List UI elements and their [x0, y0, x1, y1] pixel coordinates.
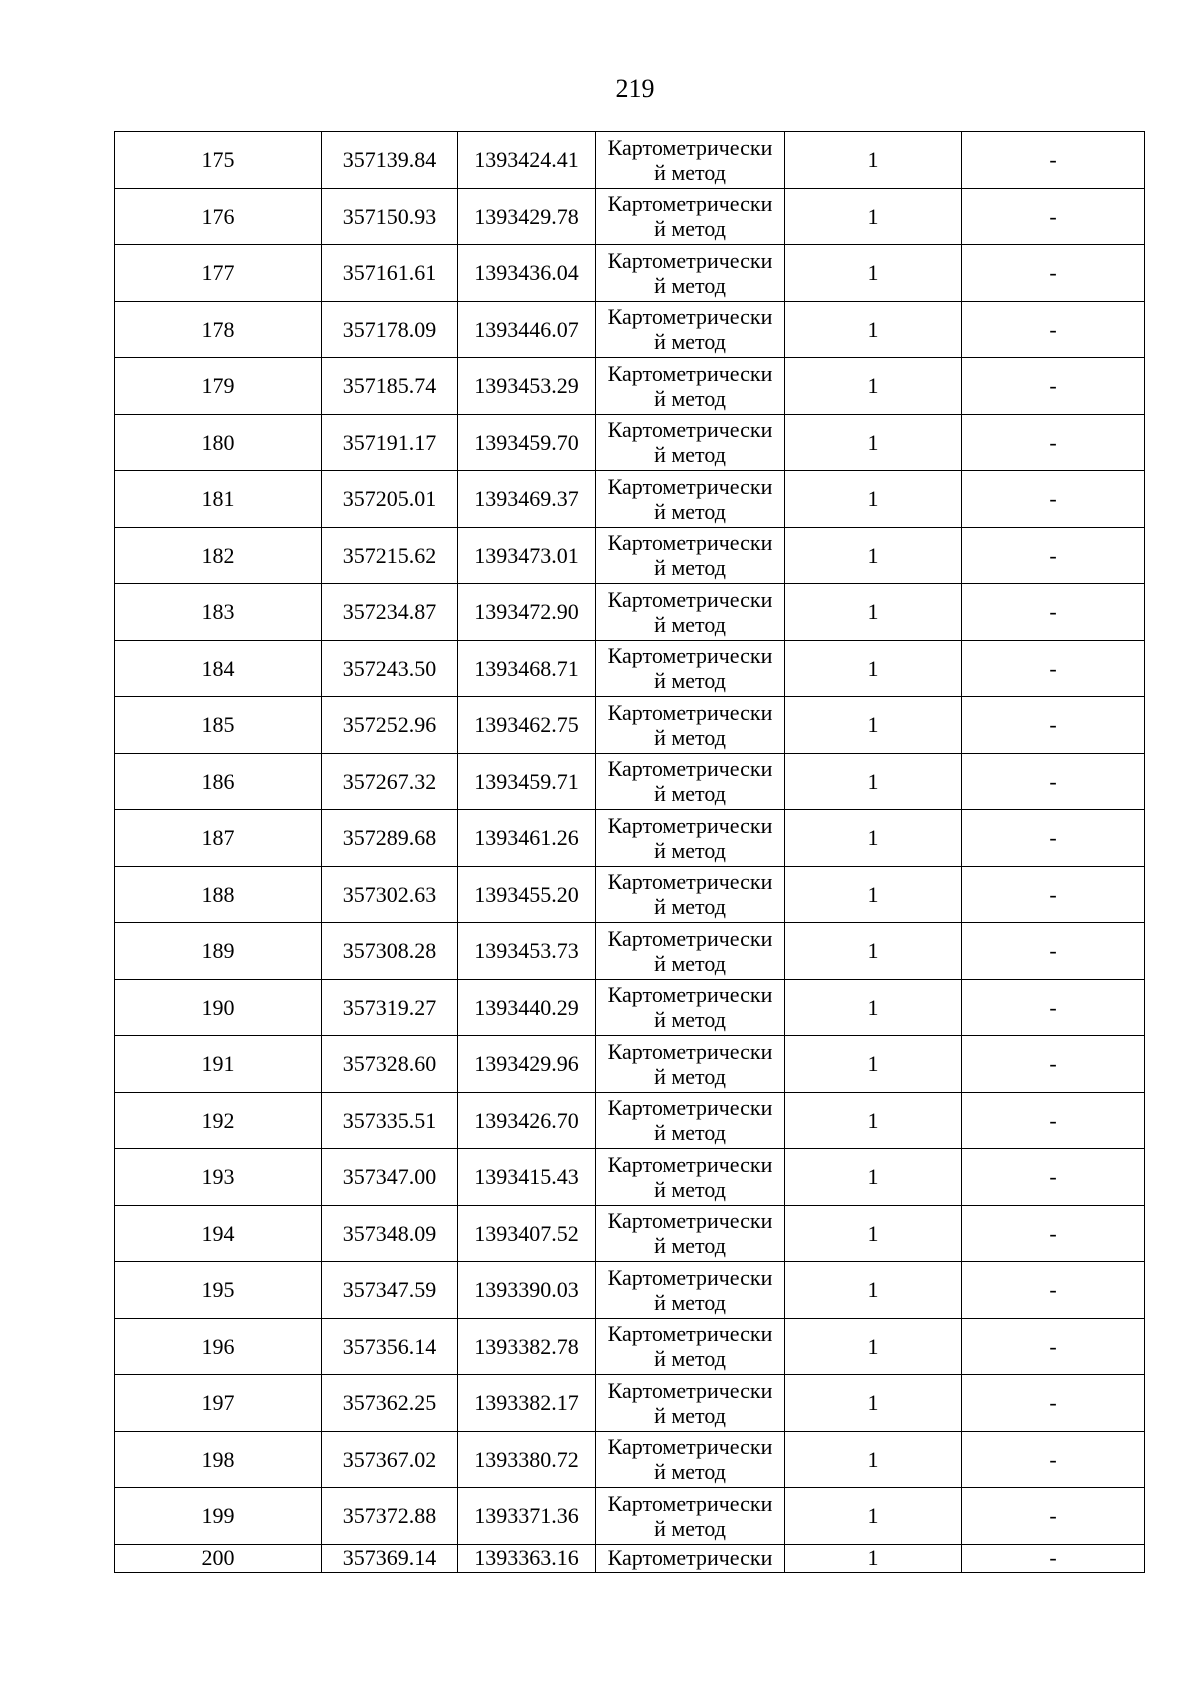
table-row [115, 471, 1145, 528]
note-cell: - [962, 753, 1145, 810]
table-row [115, 527, 1145, 584]
x-coordinate-cell: 357356.14 [322, 1318, 458, 1375]
method-cell: Картометрически й метод [596, 640, 785, 697]
point-number-cell: 197 [115, 1375, 322, 1432]
accuracy-cell: 1 [785, 132, 962, 189]
table-row [115, 301, 1145, 358]
accuracy-cell: 1 [785, 245, 962, 302]
y-coordinate-cell: 1393415.43 [458, 1149, 596, 1206]
x-coordinate-cell: 357178.09 [322, 301, 458, 358]
note-cell: - [962, 188, 1145, 245]
y-coordinate-cell: 1393446.07 [458, 301, 596, 358]
y-coordinate-cell: 1393390.03 [458, 1262, 596, 1319]
table-row [115, 1149, 1145, 1206]
y-coordinate-cell: 1393371.36 [458, 1488, 596, 1545]
accuracy-cell: 1 [785, 358, 962, 415]
table-row [115, 1544, 1145, 1572]
accuracy-cell: 1 [785, 1262, 962, 1319]
point-number-cell: 190 [115, 979, 322, 1036]
accuracy-cell: 1 [785, 1036, 962, 1093]
x-coordinate-cell: 357234.87 [322, 584, 458, 641]
y-coordinate-cell: 1393469.37 [458, 471, 596, 528]
x-coordinate-cell: 357347.00 [322, 1149, 458, 1206]
method-cell: Картометрически й метод [596, 1431, 785, 1488]
note-cell: - [962, 640, 1145, 697]
method-cell: Картометрически й метод [596, 866, 785, 923]
note-cell: - [962, 923, 1145, 980]
y-coordinate-cell: 1393440.29 [458, 979, 596, 1036]
accuracy-cell: 1 [785, 1149, 962, 1206]
method-cell: Картометрически й метод [596, 1375, 785, 1432]
note-cell: - [962, 1262, 1145, 1319]
note-cell: - [962, 527, 1145, 584]
y-coordinate-cell: 1393453.29 [458, 358, 596, 415]
point-number-cell: 180 [115, 414, 322, 471]
table-row [115, 1431, 1145, 1488]
point-number-cell: 198 [115, 1431, 322, 1488]
point-number-cell: 178 [115, 301, 322, 358]
note-cell: - [962, 1488, 1145, 1545]
y-coordinate-cell: 1393382.17 [458, 1375, 596, 1432]
method-cell: Картометрически й метод [596, 753, 785, 810]
note-cell: - [962, 1431, 1145, 1488]
x-coordinate-cell: 357191.17 [322, 414, 458, 471]
table-row [115, 1262, 1145, 1319]
accuracy-cell: 1 [785, 697, 962, 754]
x-coordinate-cell: 357372.88 [322, 1488, 458, 1545]
method-cell: Картометрически й метод [596, 979, 785, 1036]
method-cell: Картометрически й метод [596, 1149, 785, 1206]
x-coordinate-cell: 357367.02 [322, 1431, 458, 1488]
point-number-cell: 185 [115, 697, 322, 754]
table-row [115, 245, 1145, 302]
page-number: 219 [615, 74, 655, 103]
y-coordinate-cell: 1393461.26 [458, 810, 596, 867]
table-row [115, 753, 1145, 810]
y-coordinate-cell: 1393429.96 [458, 1036, 596, 1093]
note-cell: - [962, 1092, 1145, 1149]
method-cell: Картометрически й метод [596, 132, 785, 189]
point-number-cell: 200 [115, 1544, 322, 1572]
point-number-cell: 182 [115, 527, 322, 584]
table-row [115, 640, 1145, 697]
point-number-cell: 183 [115, 584, 322, 641]
method-cell: Картометрически й метод [596, 697, 785, 754]
point-number-cell: 199 [115, 1488, 322, 1545]
table-row [115, 697, 1145, 754]
method-cell: Картометрически й метод [596, 584, 785, 641]
y-coordinate-cell: 1393472.90 [458, 584, 596, 641]
point-number-cell: 184 [115, 640, 322, 697]
x-coordinate-cell: 357243.50 [322, 640, 458, 697]
accuracy-cell: 1 [785, 923, 962, 980]
x-coordinate-cell: 357347.59 [322, 1262, 458, 1319]
method-cell: Картометрически й метод [596, 1036, 785, 1093]
x-coordinate-cell: 357267.32 [322, 753, 458, 810]
method-cell: Картометрически й метод [596, 923, 785, 980]
note-cell: - [962, 1205, 1145, 1262]
x-coordinate-cell: 357308.28 [322, 923, 458, 980]
note-cell: - [962, 471, 1145, 528]
x-coordinate-cell: 357150.93 [322, 188, 458, 245]
table-row [115, 1205, 1145, 1262]
note-cell: - [962, 1375, 1145, 1432]
table-row [115, 1036, 1145, 1093]
method-cell: Картометрически й метод [596, 245, 785, 302]
y-coordinate-cell: 1393455.20 [458, 866, 596, 923]
method-cell: Картометрически й метод [596, 1318, 785, 1375]
note-cell: - [962, 1149, 1145, 1206]
point-number-cell: 189 [115, 923, 322, 980]
method-cell: Картометрически [596, 1544, 785, 1572]
y-coordinate-cell: 1393436.04 [458, 245, 596, 302]
method-cell: Картометрически й метод [596, 358, 785, 415]
accuracy-cell: 1 [785, 1431, 962, 1488]
accuracy-cell: 1 [785, 979, 962, 1036]
point-number-cell: 188 [115, 866, 322, 923]
table-row [115, 188, 1145, 245]
accuracy-cell: 1 [785, 810, 962, 867]
note-cell: - [962, 1318, 1145, 1375]
point-number-cell: 195 [115, 1262, 322, 1319]
method-cell: Картометрически й метод [596, 1488, 785, 1545]
table-row [115, 414, 1145, 471]
x-coordinate-cell: 357139.84 [322, 132, 458, 189]
table-row [115, 358, 1145, 415]
x-coordinate-cell: 357328.60 [322, 1036, 458, 1093]
table-row [115, 1318, 1145, 1375]
x-coordinate-cell: 357362.25 [322, 1375, 458, 1432]
y-coordinate-cell: 1393459.71 [458, 753, 596, 810]
method-cell: Картометрически й метод [596, 188, 785, 245]
x-coordinate-cell: 357205.01 [322, 471, 458, 528]
note-cell: - [962, 132, 1145, 189]
y-coordinate-cell: 1393462.75 [458, 697, 596, 754]
accuracy-cell: 1 [785, 414, 962, 471]
method-cell: Картометрически й метод [596, 1205, 785, 1262]
accuracy-cell: 1 [785, 471, 962, 528]
point-number-cell: 194 [115, 1205, 322, 1262]
point-number-cell: 186 [115, 753, 322, 810]
y-coordinate-cell: 1393426.70 [458, 1092, 596, 1149]
method-cell: Картометрически й метод [596, 527, 785, 584]
y-coordinate-cell: 1393424.41 [458, 132, 596, 189]
note-cell: - [962, 810, 1145, 867]
coordinates-table-body [115, 132, 1145, 1573]
table-row [115, 1092, 1145, 1149]
table-row [115, 132, 1145, 189]
accuracy-cell: 1 [785, 301, 962, 358]
accuracy-cell: 1 [785, 640, 962, 697]
y-coordinate-cell: 1393453.73 [458, 923, 596, 980]
point-number-cell: 181 [115, 471, 322, 528]
table-row [115, 1488, 1145, 1545]
x-coordinate-cell: 357319.27 [322, 979, 458, 1036]
y-coordinate-cell: 1393363.16 [458, 1544, 596, 1572]
x-coordinate-cell: 357161.61 [322, 245, 458, 302]
table-row [115, 584, 1145, 641]
table-row [115, 979, 1145, 1036]
point-number-cell: 176 [115, 188, 322, 245]
note-cell: - [962, 358, 1145, 415]
table-row [115, 1375, 1145, 1432]
method-cell: Картометрически й метод [596, 414, 785, 471]
x-coordinate-cell: 357289.68 [322, 810, 458, 867]
y-coordinate-cell: 1393382.78 [458, 1318, 596, 1375]
x-coordinate-cell: 357302.63 [322, 866, 458, 923]
x-coordinate-cell: 357252.96 [322, 697, 458, 754]
table-row [115, 923, 1145, 980]
point-number-cell: 191 [115, 1036, 322, 1093]
note-cell: - [962, 697, 1145, 754]
accuracy-cell: 1 [785, 1544, 962, 1572]
y-coordinate-cell: 1393459.70 [458, 414, 596, 471]
x-coordinate-cell: 357215.62 [322, 527, 458, 584]
note-cell: - [962, 414, 1145, 471]
note-cell: - [962, 1036, 1145, 1093]
x-coordinate-cell: 357185.74 [322, 358, 458, 415]
coordinates-table [114, 131, 1145, 1573]
accuracy-cell: 1 [785, 188, 962, 245]
accuracy-cell: 1 [785, 866, 962, 923]
note-cell: - [962, 584, 1145, 641]
table-row [115, 810, 1145, 867]
accuracy-cell: 1 [785, 1205, 962, 1262]
note-cell: - [962, 866, 1145, 923]
accuracy-cell: 1 [785, 1318, 962, 1375]
y-coordinate-cell: 1393407.52 [458, 1205, 596, 1262]
method-cell: Картометрически й метод [596, 1262, 785, 1319]
point-number-cell: 193 [115, 1149, 322, 1206]
accuracy-cell: 1 [785, 1375, 962, 1432]
accuracy-cell: 1 [785, 1488, 962, 1545]
point-number-cell: 192 [115, 1092, 322, 1149]
y-coordinate-cell: 1393468.71 [458, 640, 596, 697]
point-number-cell: 179 [115, 358, 322, 415]
y-coordinate-cell: 1393473.01 [458, 527, 596, 584]
accuracy-cell: 1 [785, 753, 962, 810]
accuracy-cell: 1 [785, 584, 962, 641]
method-cell: Картометрически й метод [596, 471, 785, 528]
method-cell: Картометрически й метод [596, 810, 785, 867]
note-cell: - [962, 1544, 1145, 1572]
x-coordinate-cell: 357369.14 [322, 1544, 458, 1572]
point-number-cell: 175 [115, 132, 322, 189]
x-coordinate-cell: 357348.09 [322, 1205, 458, 1262]
x-coordinate-cell: 357335.51 [322, 1092, 458, 1149]
point-number-cell: 187 [115, 810, 322, 867]
method-cell: Картометрически й метод [596, 1092, 785, 1149]
point-number-cell: 177 [115, 245, 322, 302]
point-number-cell: 196 [115, 1318, 322, 1375]
note-cell: - [962, 301, 1145, 358]
accuracy-cell: 1 [785, 1092, 962, 1149]
method-cell: Картометрически й метод [596, 301, 785, 358]
note-cell: - [962, 245, 1145, 302]
note-cell: - [962, 979, 1145, 1036]
accuracy-cell: 1 [785, 527, 962, 584]
y-coordinate-cell: 1393429.78 [458, 188, 596, 245]
table-row [115, 866, 1145, 923]
y-coordinate-cell: 1393380.72 [458, 1431, 596, 1488]
